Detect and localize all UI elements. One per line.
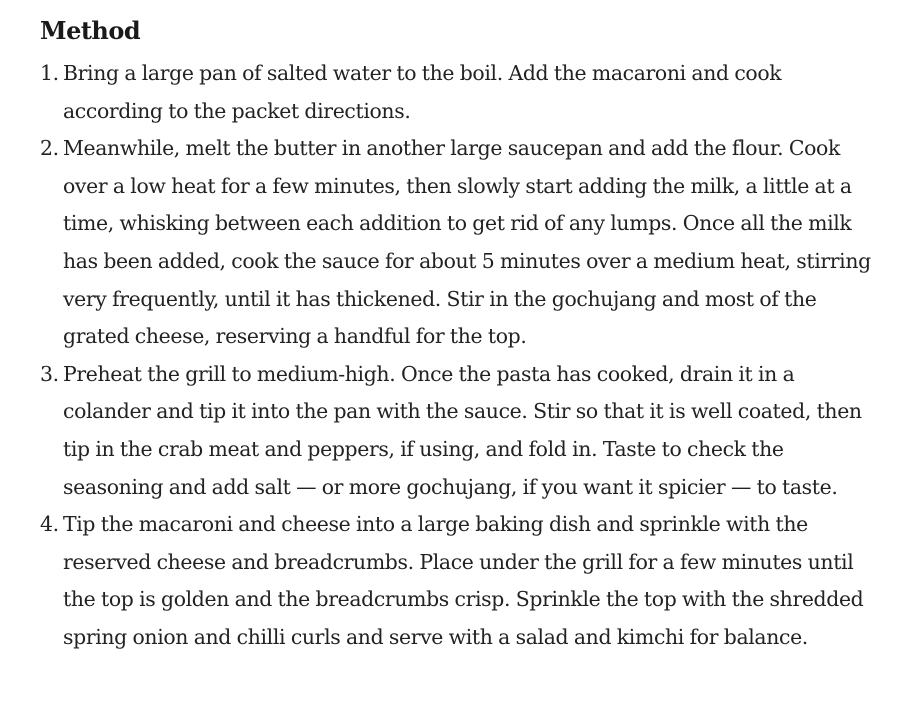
step-text: Tip the macaroni and cheese into a large baking dish and sprinkle with the reserved cheese and breadcrumbs. Place under the grill for a few minutes until the top is golden and the breadcrumbs crisp. Sprinkle the top with the shredded spring onion and chilli curls and serve with a salad and kimchi for balance.	[63, 512, 864, 649]
method-step	[40, 130, 874, 356]
step-text: Meanwhile, melt the butter in another large saucepan and add the flour. Cook over a low heat for a few minutes, then slowly start adding the milk, a little at a time, whisking between each addition to get rid of any lumps. Once all the milk has been added, cook the sauce for about 5 minutes over a medium heat, stirring very frequently, until it has thickened. Stir in the gochujang and most of the grated cheese, reserving a handful for the top.	[63, 136, 871, 349]
method-steps-list	[40, 55, 874, 657]
step-text: Preheat the grill to medium-high. Once the pasta has cooked, drain it in a colander and tip it into the pan with the sauce. Stir so that it is well coated, then tip in the crab meat and peppers, if using, and fold in. Taste to check the seasoning and add salt — or more gochujang, if you want it spicier — to taste.	[63, 361, 862, 499]
step-number: 4.	[40, 512, 59, 537]
method-step	[40, 506, 874, 656]
step-text: Bring a large pan of salted water to the boil. Add the macaroni and cook according to the packet directions.	[63, 61, 782, 123]
method-step	[40, 55, 874, 130]
method-step	[40, 356, 874, 506]
step-number: 3.	[40, 361, 59, 386]
step-number: 2.	[40, 136, 59, 161]
step-number: 1.	[40, 61, 59, 85]
method-heading: Method	[40, 16, 141, 45]
